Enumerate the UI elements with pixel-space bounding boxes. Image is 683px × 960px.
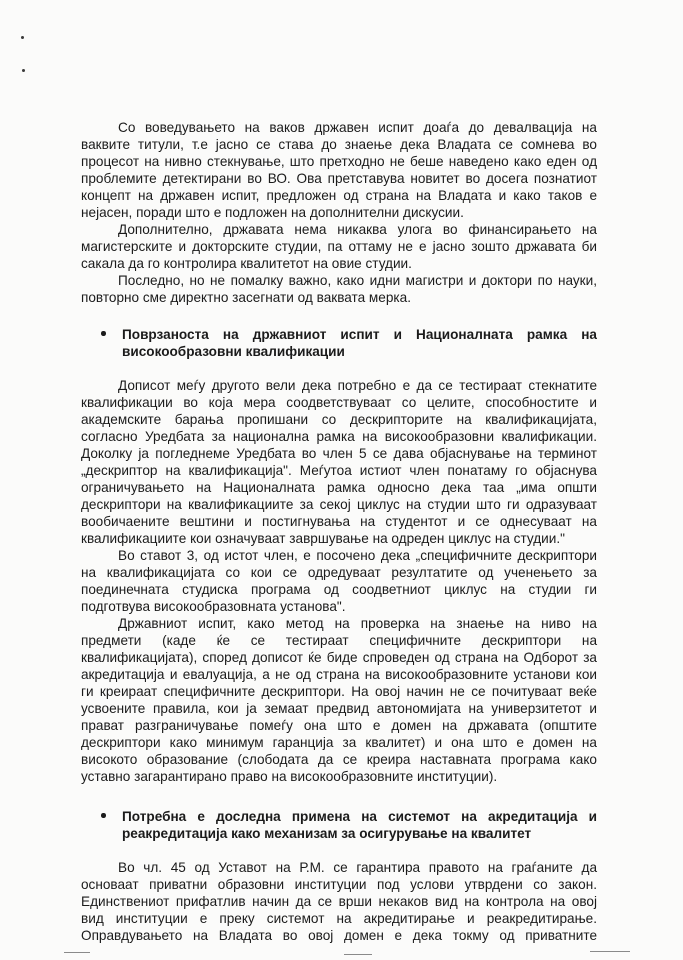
bullet-icon (101, 331, 106, 336)
text-line: вид институции е преку системот на акредитирање и реакредитирање. (81, 911, 597, 926)
section-heading: високообразовни квалификации (122, 344, 345, 359)
text-line: основаат приватни образовни институции под услови утврдени со закон. (81, 877, 597, 892)
section-heading: Поврзаноста на државниот испит и Националната рамка на (122, 327, 597, 342)
text-line: ограничувањето на Националната рамка односно дека таа „има општи (81, 480, 597, 495)
text-line: Во ставот 3, од истот член, е посочено дека „специфичните дескриптори (118, 548, 597, 563)
text-line: дескриптори на квалификациите за секој циклус на студии што ги одразуваат (81, 497, 597, 512)
text-line: ги креираат специфичните дескриптори. На овој начин не се почитуваат веќе (81, 684, 597, 699)
text-line: акредитација и евалуација, а не од страна на високообразовните установи кои (81, 667, 597, 682)
scan-mark (344, 954, 372, 955)
scan-speck (22, 69, 25, 72)
scan-mark (64, 952, 90, 953)
text-line: предмети (каде ќе се тестираат специфичните дескриптори на (81, 633, 597, 648)
text-line: квалификациите кои означуваат завршување на одреден циклус на студии." (81, 531, 565, 546)
text-line: квалификации во која мера соодветствуваат со целите, способностите и (81, 395, 597, 410)
text-line: прават разграничување помеѓу она што е домен на државата (општите (81, 718, 597, 733)
text-line: уставно загарантирано право на високообразовните институции). (81, 769, 498, 784)
text-line: квалификацијата), според дописот ќе биде спроведен од страна на Одборот за (81, 650, 597, 665)
text-line: подготвува високообразовната установа". (81, 599, 346, 614)
text-line: „дескриптор на квалификација". Меѓутоа истиот член понатаму го објаснува (81, 463, 597, 478)
text-line: Државниот испит, како метод на проверка на знаење на ниво на (118, 616, 597, 631)
text-line: магистерските и докторските студии, па оттаму не е јасно зошто државата би (81, 239, 597, 254)
text-line: Дописот меѓу другото вели дека потребно е да се тестираат стекнатите (118, 378, 597, 393)
text-line: Последно, но не помалку важно, како идни магистри и доктори по науки, (118, 273, 597, 288)
text-line: повторно сме директно засегнати од ваквата мерка. (81, 290, 411, 305)
scan-speck (21, 36, 24, 39)
text-line: академските барања пропишани со дескрипторите на квалификацијата, (81, 412, 597, 427)
scan-mark (590, 951, 630, 952)
text-line: усвоените правила, кои ја земаат предвид автономијата на универзитетот и (81, 701, 597, 716)
text-line: Во чл. 45 од Уставот на Р.М. се гарантира правото на граѓаните да (118, 860, 597, 875)
section-heading: реакредитација како механизам за осигурување на квалитет (122, 826, 532, 841)
text-line: дескриптори како минимум гаранција за квалитет) и она што е домен на (81, 735, 597, 750)
text-line: Дополнително, државата нема никаква улога во финансирањето на (118, 222, 597, 237)
text-line: поединечната студиска програма од соодветниот циклус на студии ги (81, 582, 597, 597)
text-line: на квалификацијата со кои се одредуваат резултатите од ученењето за (81, 565, 597, 580)
text-line: високото образование (слободата да се креира наставната програма како (81, 752, 597, 767)
text-line: ваквите титули, т.е јасно се става до знаење дека Владата се сомнева во (81, 137, 597, 152)
text-line: сакала да го контролира квалитетот на овие студии. (81, 256, 412, 271)
text-line: Со воведувањето на ваков државен испит доаѓа до девалвација на (118, 120, 597, 135)
bullet-icon (101, 813, 106, 818)
text-line: проблемите детектирани во ВО. Ова претставува новитет во досега познатиот (81, 171, 597, 186)
text-line: согласно Уредбата за национална рамка на високообразовни квалификации. (81, 429, 597, 444)
text-line: Оправдувањето на Владата во овој домен е дека токму од приватните (81, 928, 597, 943)
text-line: концепт на државен испит, предложен од страна на Владата и како таков е (81, 188, 597, 203)
text-line: Доколку ја погледнеме Уредбата во член 5 се дава објаснување на терминот (81, 446, 597, 461)
text-line: вообичаените вештини и постигнувања на студентот и се однесуваат на (81, 514, 597, 529)
text-line: процесот на нивно стекнување, што претходно не беше наведено како еден од (81, 154, 597, 169)
section-heading: Потребна е доследна примена на системот на акредитација и (122, 809, 597, 824)
text-line: нејасен, поради што е подложен на дополнителни дискусии. (81, 205, 464, 220)
text-line: Единствениот прифатлив начин да се врши некаков вид на контрола на овој (81, 894, 597, 909)
